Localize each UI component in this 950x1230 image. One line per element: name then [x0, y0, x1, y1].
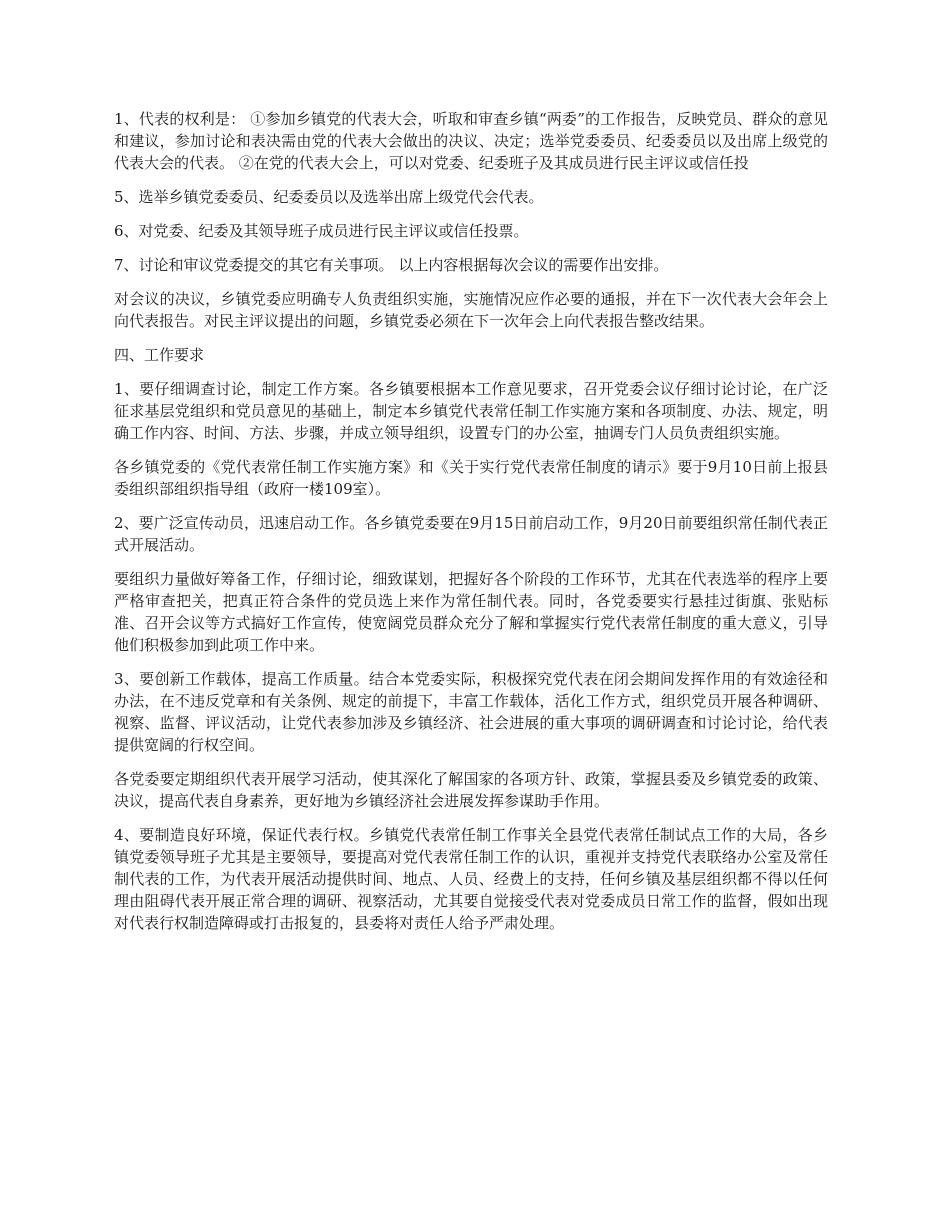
- paragraph-requirement-2: 2、要广泛宣传动员，迅速启动工作。各乡镇党委要在9月15日前启动工作，9月20日前要组织常任制代表正式开展活动。: [114, 514, 828, 554]
- paragraph-rights: 1、代表的权利是： ①参加乡镇党的代表大会，听取和审查乡镇“两委”的工作报告，反映党员、群众的意见和建议，参加讨论和表决需由党的代表大会做出的决议、决定；选举党委委员、纪委委员以及出席上级党的代表大会的代表。 ②在党的代表大会上，可以对党委、纪委班子及其成员进行民主评议或信任投: [114, 110, 828, 172]
- document-page: [114, 108, 828, 946]
- paragraph-requirement-1: 1、要仔细调查讨论，制定工作方案。各乡镇要根据本工作意见要求，召开党委会议仔细讨论讨论，在广泛征求基层党组织和党员意见的基础上，制定本乡镇党代表常任制工作实施方案和各项制度、办法、规定，明确工作内容、时间、方法、步骤，并成立领导组织，设置专门的办公室，抽调专门人员负责组织实施。: [114, 380, 828, 442]
- paragraph-study-activities: 各党委要定期组织代表开展学习活动，使其深化了解国家的各项方针、政策，掌握县委及乡镇党委的政策、决议，提高代表自身素养，更好地为乡镇经济社会进展发挥参谋助手作用。: [114, 770, 828, 810]
- paragraph-resolution: 对会议的决议，乡镇党委应明确专人负责组织实施，实施情况应作必要的通报，并在下一次代表大会年会上向代表报告。对民主评议提出的问题，乡镇党委必须在下一次年会上向代表报告整改结果。: [114, 290, 828, 330]
- paragraph-preparation: 要组织力量做好筹备工作，仔细讨论，细致谋划，把握好各个阶段的工作环节，尤其在代表选举的程序上要严格审查把关，把真正符合条件的党员选上来作为常任制代表。同时，各党委要实行悬挂过街旗、张贴标准、召开会议等方式搞好工作宣传，使宽阔党员群众充分了解和掌握实行党代表常任制度的重大意义，引导他们积极参加到此项工作中来。: [114, 570, 828, 654]
- paragraph-requirement-3: 3、要创新工作载体，提高工作质量。结合本党委实际，积极探究党代表在闭会期间发挥作用的有效途径和办法，在不违反党章和有关条例、规定的前提下，丰富工作载体，活化工作方式，组织党员开展各种调研、视察、监督、评议活动，让党代表参加涉及乡镇经济、社会进展的重大事项的调研调查和讨论讨论，给代表提供宽阔的行权空间。: [114, 670, 828, 754]
- paragraph-requirement-4: 4、要制造良好环境，保证代表行权。乡镇党代表常任制工作事关全县党代表常任制试点工作的大局，各乡镇党委领导班子尤其是主要领导，要提高对党代表常任制工作的认识，重视并支持党代表联络办公室及常任制代表的工作，为代表开展活动提供时间、地点、人员、经费上的支持，任何乡镇及基层组织都不得以任何理由阻碍代表开展正常合理的调研、视察活动，尤其要自觉接受代表对党委成员日常工作的监督，假如出现对代表行权制造障碍或打击报复的，县委将对责任人给予严肃处理。: [114, 826, 828, 932]
- paragraph-item-5: 5、选举乡镇党委委员、纪委委员以及选举出席上级党代会代表。: [114, 188, 544, 206]
- paragraph-item-6: 6、对党委、纪委及其领导班子成员进行民主评议或信任投票。: [114, 222, 529, 240]
- paragraph-item-7: 7、讨论和审议党委提交的其它有关事项。 以上内容根据每次会议的需要作出安排。: [114, 256, 669, 274]
- section-heading-work-requirements: 四、工作要求: [114, 346, 205, 364]
- paragraph-submission-deadline: 各乡镇党委的《党代表常任制工作实施方案》和《关于实行党代表常任制度的请示》要于9月10日前上报县委组织部组织指导组（政府一楼109室）。: [114, 458, 828, 498]
